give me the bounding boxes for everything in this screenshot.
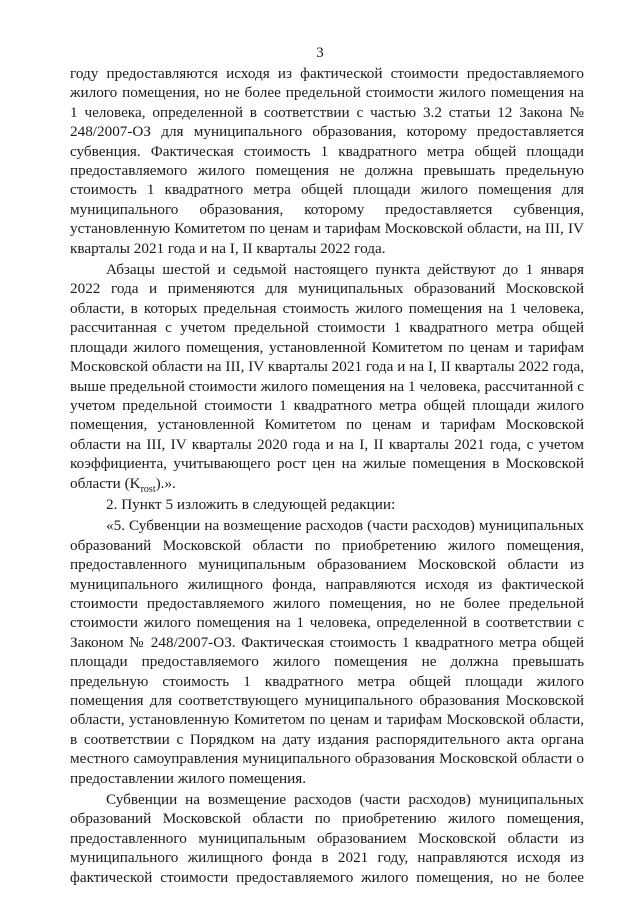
paragraph-text: Абзацы шестой и седьмой настоящего пункта действуют до 1 января 2022 года и применяются для муниципальных образований Московской области, в которых предельная стоимость жилого помещения на 1 человека, рассчитанная с учетом предельной стоимости 1 квадратного метра общей площади жилого помещения, установленной Комитетом по ценам и тарифам Московской области на III, IV кварталы 2021 года и на I, II кварталы 2022 года, выше предельной стоимости жилого помещения на 1 человека, рассчитанной с учетом предельной стоимости 1 квадратного метра общей площади жилого помещения, установленной Комитетом по ценам и тарифам Московской области на III, IV кварталы 2020 года и на I, II кварталы 2021 года, с учетом коэффициента, учитывающего рост цен на жилые помещения в Московской области (K (70, 261, 584, 492)
coefficient-subscript: rost (140, 483, 156, 495)
paragraph-point-5: «5. Субвенции на возмещение расходов (части расходов) муниципальных образований Московской области по приобретению жилого помещения, предоставленного муниципальным образованием Московской области из муниципального жилищного фонда, направляются исходя из фактической стоимости предоставляемого жилого помещения, но не более предельной стоимости жилого помещения на 1 человека, определенной в соответствии с Законом № 248/2007-ОЗ. Фактическая стоимость 1 квадратного метра общей площади предоставляемого жилого помещения не должна превышать предельную стоимость 1 квадратного метра общей площади жилого помещения для соответствующего муниципального образования Московской области, установленную Комитетом по ценам и тарифам Московской области, в соответствии с Порядком на дату издания распорядительного акта органа местного самоуправления муниципального образования Московской области о предоставлении жилого помещения. (70, 517, 584, 787)
document-body (70, 64, 584, 889)
page-number: 3 (316, 45, 324, 61)
paragraph-text-end: ).». (155, 474, 176, 492)
paragraph-continuation: году предоставляются исходя из фактической стоимости предоставляемого жилого помещения, но не более предельной стоимости жилого помещения на 1 человека, определенной в соответствии с частью 3.2 статьи 12 Закона № 248/2007-ОЗ для муниципального образования, которому предоставляется субвенция. Фактическая стоимость 1 квадратного метра общей площади предоставляемого жилого помещения не должна превышать предельную стоимость 1 квадратного метра общей площади жилого помещения для муниципального образования, которому предоставляется субвенция, установленную Комитетом по ценам и тарифам Московской области, на III, IV кварталы 2021 года и на I, II кварталы 2022 года. (70, 65, 584, 257)
paragraph-validity-note (70, 260, 584, 493)
paragraph-subventions-2021: Субвенции на возмещение расходов (части расходов) муниципальных образований Московской области по приобретению жилого помещения, предоставленного муниципальным образованием Московской области из муниципального жилищного фонда в 2021 году, направляются исходя из фактической стоимости предоставляемого жилого помещения, но не более (70, 791, 584, 886)
paragraph-item-2: 2. Пункт 5 изложить в следующей редакции: (106, 495, 396, 513)
